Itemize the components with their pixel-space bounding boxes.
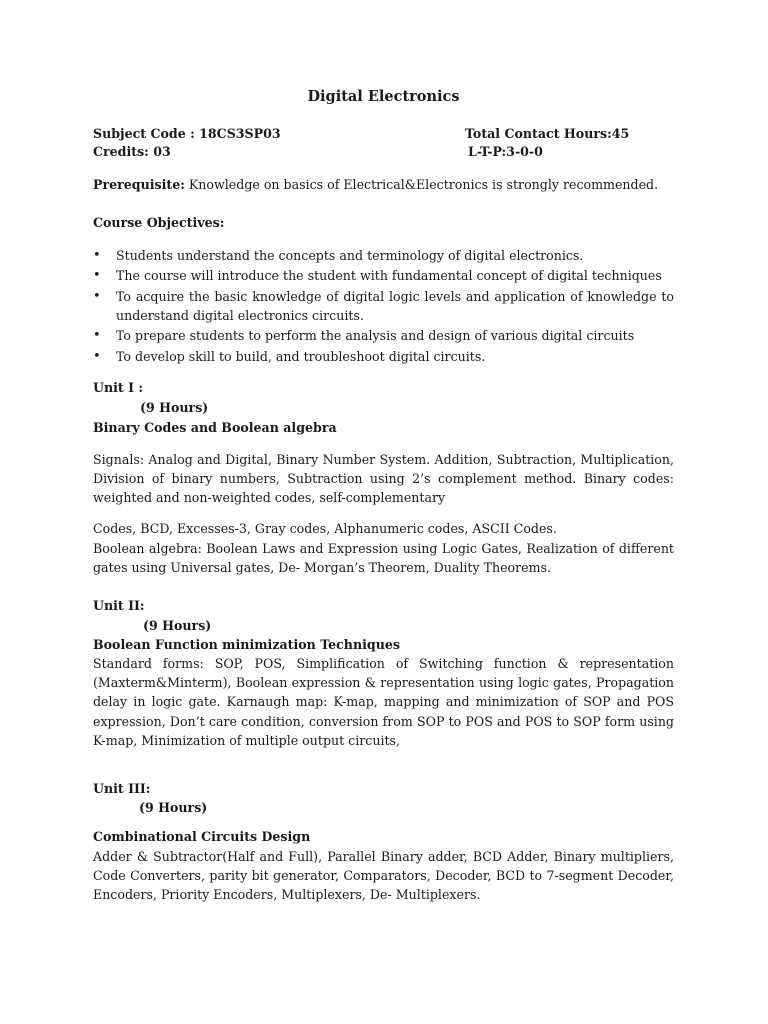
unit-text-line: weighted and non-weighted codes, self-complementary bbox=[93, 490, 446, 505]
unit-text-line: expression, Don’t care condition, conversion from SOP to POS and POS to SOP form using bbox=[93, 714, 674, 729]
total-contact-hours: Total Contact Hours:45 bbox=[465, 126, 630, 141]
bullet-icon: • bbox=[93, 248, 101, 263]
unit-title: Binary Codes and Boolean algebra bbox=[93, 420, 337, 435]
unit-text-line: Encoders, Priority Encoders, Multiplexers, De- Multiplexers. bbox=[93, 887, 481, 902]
prerequisite-label: Prerequisite: bbox=[93, 177, 185, 192]
unit-text-line: Division of binary numbers, Subtraction using 2’s complement method. Binary codes: bbox=[93, 471, 674, 486]
subject-code: Subject Code : 18CS3SP03 bbox=[93, 126, 281, 141]
unit-text-line: K-map, Minimization of multiple output circuits, bbox=[93, 733, 400, 748]
unit-text-line: Codes, BCD, Excesses-3, Gray codes, Alphanumeric codes, ASCII Codes. bbox=[93, 521, 557, 536]
prerequisite bbox=[93, 175, 658, 194]
unit-text-line: (Maxterm&Minterm), Boolean expression & representation using logic gates, Propagation bbox=[93, 675, 674, 690]
unit-hours: (9 Hours) bbox=[143, 618, 212, 633]
bullet-icon: • bbox=[93, 349, 101, 364]
objective-item: Students understand the concepts and terminology of digital electronics. bbox=[116, 248, 584, 263]
unit-text-line: Standard forms: SOP, POS, Simplification of Switching function & representation bbox=[93, 656, 674, 671]
unit-text-line: Adder & Subtractor(Half and Full), Parallel Binary adder, BCD Adder, Binary multipliers, bbox=[93, 849, 674, 864]
objectives-heading: Course Objectives: bbox=[93, 215, 225, 230]
unit-label: Unit II: bbox=[93, 598, 145, 613]
unit-label: Unit I : bbox=[93, 380, 144, 395]
objective-item: To prepare students to perform the analysis and design of various digital circuits bbox=[116, 328, 635, 343]
unit-text-line: Code Converters, parity bit generator, Comparators, Decoder, BCD to 7-segment Decoder, bbox=[93, 868, 674, 883]
unit-label: Unit III: bbox=[93, 781, 151, 796]
objective-item-continued: understand digital electronics circuits. bbox=[116, 308, 364, 323]
objective-item: The course will introduce the student with fundamental concept of digital techniques bbox=[116, 268, 662, 283]
unit-text-line: Signals: Analog and Digital, Binary Number System. Addition, Subtraction, Multiplication, bbox=[93, 452, 674, 467]
bullet-icon: • bbox=[93, 268, 101, 283]
objective-item: To develop skill to build, and troubleshoot digital circuits. bbox=[116, 349, 486, 364]
credits: Credits: 03 bbox=[93, 144, 171, 159]
prerequisite-text: Knowledge on basics of Electrical&Electronics is strongly recommended. bbox=[188, 177, 659, 192]
unit-hours: (9 Hours) bbox=[139, 800, 208, 815]
objective-item: To acquire the basic knowledge of digital logic levels and application of knowledge to bbox=[116, 289, 674, 304]
unit-text-line: Boolean algebra: Boolean Laws and Expression using Logic Gates, Realization of different bbox=[93, 541, 674, 556]
unit-hours: (9 Hours) bbox=[140, 400, 209, 415]
bullet-icon: • bbox=[93, 328, 101, 343]
unit-text-line: gates using Universal gates, De- Morgan’s Theorem, Duality Theorems. bbox=[93, 560, 552, 575]
document-title: Digital Electronics bbox=[307, 88, 460, 105]
unit-title: Combinational Circuits Design bbox=[93, 829, 311, 844]
ltp: L-T-P:3-0-0 bbox=[468, 144, 543, 159]
unit-text-line: delay in logic gate. Karnaugh map: K-map, mapping and minimization of SOP and POS bbox=[93, 694, 674, 709]
bullet-icon: • bbox=[93, 289, 101, 304]
unit-title: Boolean Function minimization Techniques bbox=[93, 637, 400, 652]
